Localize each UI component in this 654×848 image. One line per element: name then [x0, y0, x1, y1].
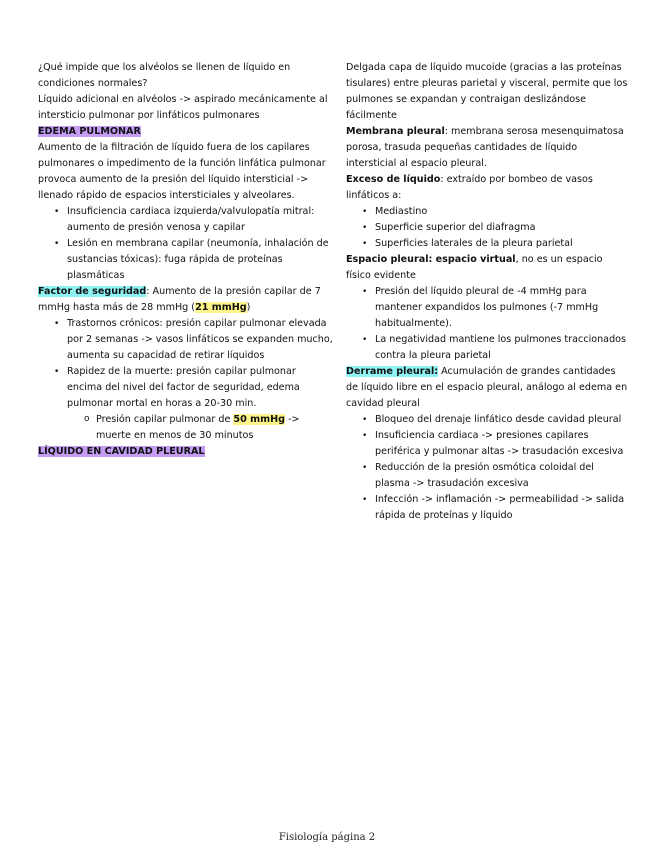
page-footer: Fisiología página 2	[278, 832, 376, 843]
effusion-paragraph	[346, 364, 628, 412]
list-item: • Insuficiencia cardiaca -> presiones capilares periférica y pulmonar altas -> trasudación excesiva	[346, 428, 628, 460]
excess-text: : extraído por bombeo de vasos linfáticos a:	[346, 174, 593, 201]
effusion-term: Derrame pleural:	[346, 366, 439, 377]
membrane-paragraph	[346, 124, 628, 172]
list-item: • Insuficiencia cardiaca izquierda/valvulopatía mitral: aumento de presión venosa y capilar	[38, 204, 333, 236]
question-paragraph: ¿Qué impide que los alvéolos se llenen de líquido en condiciones normales?	[38, 62, 291, 89]
left-column	[38, 60, 333, 460]
sub-item-tail: -> muerte en menos de 30 minutos	[96, 414, 300, 441]
list-item: • Reducción de la presión osmótica coloidal del plasma -> trasudación excesiva	[346, 460, 628, 492]
right-column	[346, 60, 628, 524]
heading-liquido-pleural	[38, 444, 333, 460]
edema-definition: Aumento de la filtración de líquido fuera de los capilares pulmonares o impedimento de la función linfática pulmonar provoca aumento de la presión del líquido intersticial -> llenado rápido de espacios intersticiales y alveolares.	[38, 142, 326, 201]
safety-factor-term: Factor de seguridad	[38, 286, 147, 297]
sub-item-value: 50 mmHg	[233, 414, 286, 425]
sub-list	[38, 412, 333, 444]
list-item: • Infección -> inflamación -> permeabilidad -> salida rápida de proteínas y líquido	[346, 492, 628, 524]
list-item: • Superficies laterales de la pleura parietal	[346, 236, 628, 252]
list-item	[38, 364, 333, 444]
effusion-text: Acumulación de grandes cantidades de líquido libre en el espacio pleural, análogo al edema en cavidad pleural	[346, 366, 628, 409]
space-list	[346, 284, 628, 364]
heading-edema-text: EDEMA PULMONAR	[38, 126, 141, 137]
list-item: • Presión del líquido pleural de -4 mmHg para mantener expandidos los pulmones (-7 mmHg habitualmente).	[346, 284, 628, 332]
heading-edema-pulmonar	[38, 124, 333, 140]
pleural-intro: Delgada capa de líquido mucoide (gracias a las proteínas tisulares) entre pleuras parietal y visceral, permite que los pulmones se expandan y contraigan deslizándose fácilmente	[346, 62, 628, 121]
excess-list	[346, 204, 628, 252]
excess-term: Exceso de líquido	[346, 174, 441, 185]
safety-factor-value: 21 mmHg	[195, 302, 247, 313]
space-text: , no es un espacio físico evidente	[346, 254, 603, 281]
list-item: • Mediastino	[346, 204, 628, 220]
effusion-list	[346, 412, 628, 524]
list-item: • Trastornos crónicos: presión capilar pulmonar elevada por 2 semanas -> vasos linfáticos se expanden mucho, aumenta su capacidad de retirar líquidos	[38, 316, 333, 364]
answer-paragraph: Líquido adicional en alvéolos -> aspirado mecánicamente al intersticio pulmonar por linfáticos pulmonares	[38, 94, 328, 121]
safety-factor-list	[38, 316, 333, 444]
safety-factor-text: : Aumento de la presión capilar de 7 mmHg hasta más de 28 mmHg (	[38, 286, 321, 313]
list-item: • La negatividad mantiene los pulmones traccionados contra la pleura parietal	[346, 332, 628, 364]
list-item-text: Rapidez de la muerte: presión capilar pulmonar encima del nivel del factor de seguridad, edema pulmonar mortal en horas a 20-30 min.	[67, 366, 300, 409]
edema-causes-list	[38, 204, 333, 284]
safety-factor-paragraph	[38, 284, 333, 316]
safety-factor-close: )	[246, 302, 251, 313]
excess-paragraph	[346, 172, 628, 204]
sub-item-text: Presión capilar pulmonar de	[96, 414, 234, 425]
heading-pleural-text: LÍQUIDO EN CAVIDAD PLEURAL	[38, 446, 205, 457]
space-paragraph	[346, 252, 628, 284]
space-term: Espacio pleural: espacio virtual	[346, 254, 516, 265]
membrane-term: Membrana pleural	[346, 126, 445, 137]
list-item: • Superficie superior del diafragma	[346, 220, 628, 236]
sub-list-item	[38, 412, 333, 444]
list-item: • Bloqueo del drenaje linfático desde cavidad pleural	[346, 412, 628, 428]
membrane-text: : membrana serosa mesenquimatosa porosa, trasuda pequeñas cantidades de líquido intersticial al espacio pleural.	[346, 126, 624, 169]
list-item: • Lesión en membrana capilar (neumonía, inhalación de sustancias tóxicas): fuga rápida de proteínas plasmáticas	[38, 236, 333, 284]
